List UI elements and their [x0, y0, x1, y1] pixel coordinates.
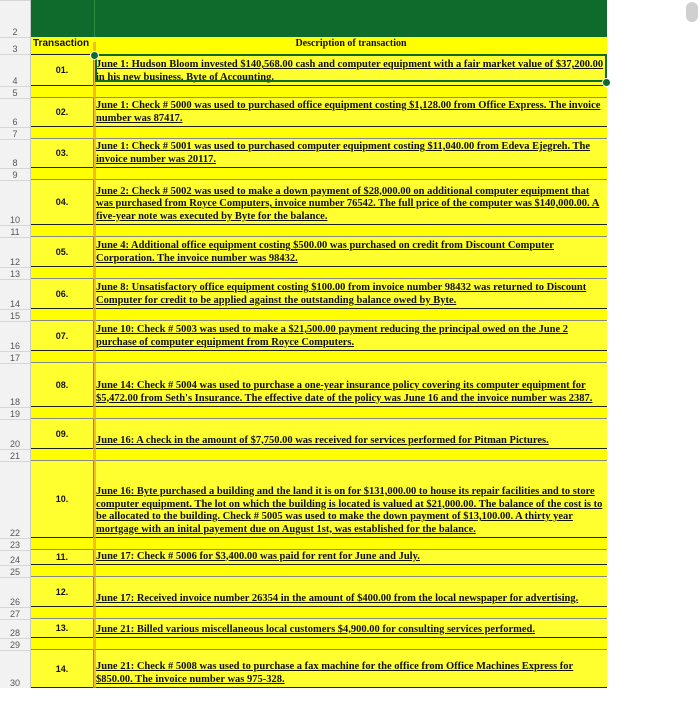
spacer-row[interactable] — [31, 407, 607, 419]
selection-handle-bottom[interactable] — [602, 78, 611, 87]
spacer-row[interactable] — [31, 638, 607, 650]
column-separator — [94, 0, 95, 37]
transaction-row[interactable] — [31, 98, 607, 127]
row-number[interactable]: 22 — [0, 461, 30, 538]
transaction-number-cell[interactable]: 12. — [31, 577, 94, 606]
transaction-number-cell[interactable]: 02. — [31, 98, 94, 126]
row-number[interactable]: 19 — [0, 407, 30, 419]
row-number[interactable]: 7 — [0, 127, 30, 139]
transaction-description-cell[interactable]: June 17: Check # 5006 for $3,400.00 was paid for rent for June and July. — [96, 550, 420, 562]
spacer-row[interactable] — [31, 538, 607, 550]
spacer-row[interactable] — [31, 86, 607, 98]
row-number[interactable]: 26 — [0, 577, 30, 607]
transaction-number-cell[interactable]: 13. — [31, 619, 94, 637]
transaction-row[interactable] — [31, 363, 607, 407]
spacer-row[interactable] — [31, 351, 607, 363]
row-number[interactable]: 6 — [0, 98, 30, 127]
row-number[interactable]: 24 — [0, 550, 30, 565]
row-number[interactable]: 3 — [0, 37, 30, 54]
row-number[interactable]: 5 — [0, 86, 30, 98]
row-number[interactable]: 23 — [0, 538, 30, 550]
spacer-row[interactable] — [31, 607, 607, 619]
spacer-row[interactable] — [31, 225, 607, 237]
row-number[interactable]: 11 — [0, 225, 30, 237]
row-number[interactable]: 21 — [0, 449, 30, 461]
transaction-number-cell[interactable]: 01. — [31, 55, 94, 85]
row-number[interactable]: 29 — [0, 638, 30, 650]
transaction-number-cell[interactable]: 07. — [31, 321, 94, 350]
transaction-description-cell[interactable]: June 17: Received invoice number 26354 in the amount of $400.00 from the local newspaper for advertising. — [96, 592, 579, 604]
transaction-number-cell[interactable]: 10. — [31, 461, 94, 537]
row-number[interactable]: 25 — [0, 565, 30, 577]
row-number[interactable]: 27 — [0, 607, 30, 619]
transaction-number-cell[interactable]: 03. — [31, 139, 94, 167]
transaction-row[interactable] — [31, 180, 607, 225]
row-number[interactable]: 15 — [0, 309, 30, 321]
row-number[interactable]: 10 — [0, 180, 30, 225]
row-number[interactable]: 30 — [0, 650, 30, 688]
row-number[interactable]: 16 — [0, 321, 30, 351]
transaction-number-cell[interactable]: 05. — [31, 237, 94, 266]
transaction-description-cell[interactable]: June 14: Check # 5004 was used to purchase a one-year insurance policy covering its computer equipment for $5,472.00 from Seth's Insurance. The effective date of the policy was June 16 and the invoice number was 2387. — [96, 380, 593, 404]
transaction-number-cell[interactable]: 14. — [31, 650, 94, 687]
spacer-row[interactable] — [31, 168, 607, 180]
row-number[interactable]: 8 — [0, 139, 30, 168]
spacer-row[interactable] — [31, 267, 607, 279]
transaction-row[interactable] — [31, 419, 607, 449]
transaction-column-header[interactable]: Transaction — [33, 38, 90, 49]
transaction-description-cell[interactable]: June 16: Byte purchased a building and the land it is on for $131,000.00 to house its repair facilities and to store computer equipment. The lot on which the building is located is valued at $21,000.00. The balance of the cost is to be allocated to the building. Check # 5005 was used to make the down payment of $13,100.00. A thirty year mortgage with an inital payement due on August 1st, was established for the balance. — [96, 486, 603, 535]
row-number[interactable]: 17 — [0, 351, 30, 363]
sheet-header-bar — [31, 0, 607, 37]
row-number[interactable]: 20 — [0, 419, 30, 449]
transaction-description-cell[interactable]: June 1: Check # 5000 was used to purchased office equipment costing $1,128.00 from Office Express. The invoice number was 87417. — [96, 100, 601, 124]
scrollbar-thumb[interactable] — [686, 2, 698, 22]
transaction-number-cell[interactable]: 08. — [31, 363, 94, 406]
row-number[interactable]: 28 — [0, 619, 30, 638]
transaction-row[interactable] — [31, 139, 607, 168]
transaction-number-cell[interactable]: 06. — [31, 279, 94, 308]
row-number[interactable]: 13 — [0, 267, 30, 279]
row-number[interactable]: 14 — [0, 279, 30, 309]
description-column-header[interactable]: Description of transaction — [295, 38, 407, 49]
column-drag-indicator — [93, 42, 96, 688]
row-number[interactable]: 18 — [0, 363, 30, 407]
spacer-row[interactable] — [31, 449, 607, 461]
row-number[interactable]: 9 — [0, 168, 30, 180]
transaction-description-cell[interactable]: June 10: Check # 5003 was used to make a $21,500.00 payment reducing the principal owed on the June 2 purchase of computer equipment from Royce Computers. — [96, 324, 569, 348]
row-number-gutter — [0, 0, 31, 688]
spacer-row[interactable] — [31, 309, 607, 321]
transaction-row[interactable] — [31, 461, 607, 538]
transaction-description-cell[interactable]: June 1: Hudson Bloom invested $140,568.00 cash and computer equipment with a fair market value of $37,200.00 in his new business, Byte of Accounting. — [96, 59, 604, 83]
transaction-number-cell[interactable]: 04. — [31, 180, 94, 224]
transaction-row[interactable] — [31, 550, 607, 565]
row-number[interactable]: 4 — [0, 54, 30, 86]
spacer-row[interactable] — [31, 565, 607, 577]
transaction-description-cell[interactable]: June 21: Check # 5008 was used to purchase a fax machine for the office from Office Machines Express for $850.00. The invoice number was 975-328. — [96, 661, 574, 685]
transaction-row[interactable] — [31, 279, 607, 309]
selection-handle-top[interactable] — [90, 51, 99, 60]
transaction-description-cell[interactable]: June 4: Additional office equipment costing $500.00 was purchased on credit from Discount Computer Corporation. The invoice number was 98432. — [96, 240, 554, 264]
transaction-row[interactable] — [31, 650, 607, 688]
transaction-number-cell[interactable]: 11. — [31, 550, 94, 564]
row-number[interactable]: 2 — [0, 0, 30, 37]
transaction-row[interactable] — [31, 321, 607, 351]
transaction-row[interactable] — [31, 619, 607, 638]
transaction-description-cell[interactable]: June 1: Check # 5001 was used to purchased computer equipment costing $11,040.00 from Edeva Ejegreh. The invoice number was 20117. — [96, 141, 591, 165]
transaction-description-cell[interactable]: June 21: Billed various miscellaneous local customers $4,900.00 for consulting services performed. — [96, 623, 536, 635]
transaction-description-cell[interactable]: June 8: Unsatisfactory office equipment costing $100.00 from invoice number 98432 was returned to Discount Computer for credit to be applied against the outstanding balance owed by Byte. — [96, 282, 587, 306]
transaction-row[interactable] — [31, 577, 607, 607]
transaction-row[interactable] — [31, 237, 607, 267]
transaction-row[interactable] — [31, 54, 607, 86]
spacer-row[interactable] — [31, 127, 607, 139]
transaction-description-cell[interactable]: June 16: A check in the amount of $7,750.00 was received for services performed for Pitman Pictures. — [96, 434, 549, 446]
transaction-number-cell[interactable]: 09. — [31, 419, 94, 448]
row-number[interactable]: 12 — [0, 237, 30, 267]
transaction-description-cell[interactable]: June 2: Check # 5002 was used to make a down payment of $28,000.00 on additional computer equipment that was purchased from Royce Computers, invoice number 76542. The full price of the computer was $140,000.00. A five-year note was executed by Byte for the balance. — [96, 185, 600, 222]
